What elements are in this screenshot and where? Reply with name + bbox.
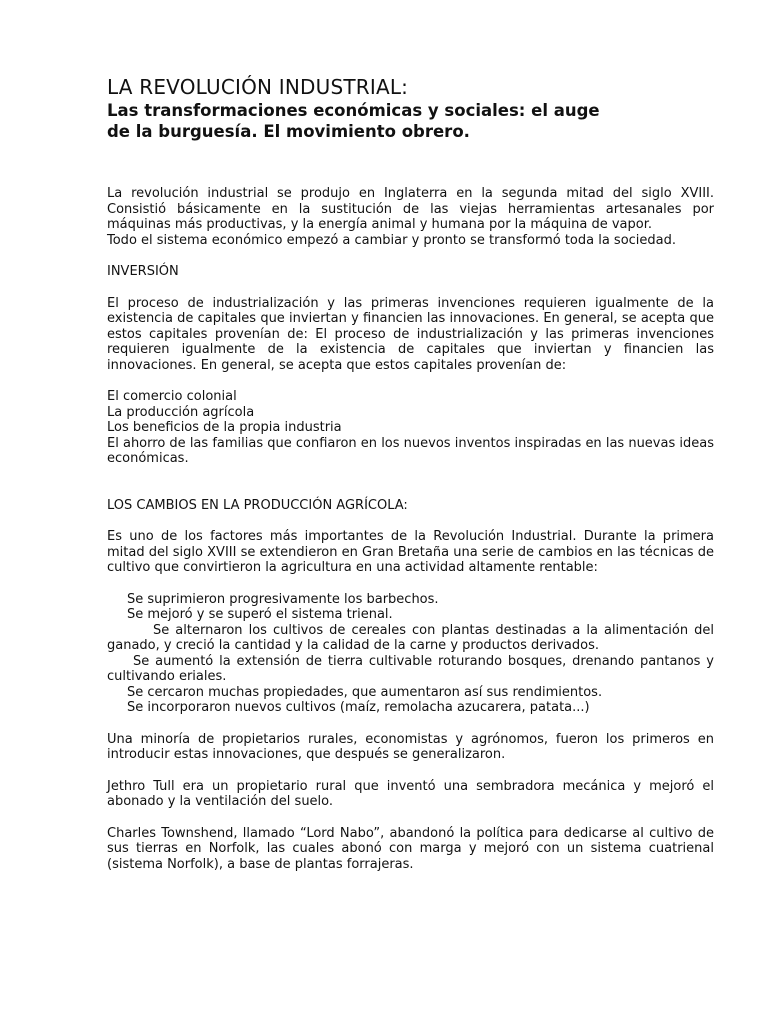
list-item: Se cercaron muchas propiedades, que aumentaron así sus rendimientos.: [127, 684, 603, 700]
document-subtitle-line2: de la burguesía. El movimiento obrero.: [107, 122, 470, 141]
list-item: Se suprimieron progresivamente los barbechos.: [127, 591, 439, 607]
list-item: Se incorporaron nuevos cultivos (maíz, remolacha azucarera, patata...): [127, 700, 590, 715]
list-item: Se mejoró y se superó el sistema trienal.: [127, 607, 393, 622]
inversion-paragraph: El proceso de industrialización y las primeras invenciones requieren igualmente de la existencia de capitales que inviertan y financien las innovaciones. En general, se acepta que estos capitales provenían de: El proceso de industrialización y las primeras invenciones requieren igualmente de la existencia de capitales que inviertan y financien las innovaciones. En general, se acepta que estos capitales provenían de:: [107, 295, 714, 373]
list-item: La producción agrícola: [107, 404, 255, 420]
agricola-paragraph-4: Charles Townshend, llamado “Lord Nabo”, abandonó la política para dedicarse al cultivo de sus tierras en Norfolk, las cuales abonó con marga y mejoró con un sistema cuatrienal (sistema Norfolk), a base de plantas forrajeras.: [107, 825, 714, 872]
list-item: Se alternaron los cultivos de cereales con plantas destinadas a la alimentación del ganado, y creció la cantidad y la calidad de la carne y productos derivados.: [107, 622, 714, 653]
intro-paragraph-2: Todo el sistema económico empezó a cambiar y pronto se transformó toda la sociedad.: [107, 232, 677, 248]
list-item: El ahorro de las familias que confiaron en los nuevos inventos inspiradas en las nuevas ideas económicas.: [107, 435, 714, 466]
intro-paragraph: La revolución industrial se produjo en Inglaterra en la segunda mitad del siglo XVIII. Consistió básicamente en la sustitución de las viejas herramientas artesanales por máquinas más productivas, y la energía animal y humana por la máquina de vapor.: [107, 186, 714, 232]
section-heading-agricola: LOS CAMBIOS EN LA PRODUCCIÓN AGRÍCOLA:: [107, 497, 408, 513]
agricola-paragraph: Es uno de los factores más importantes de la Revolución Industrial. Durante la primera mitad del siglo XVIII se extendieron en Gran Bretaña una serie de cambios en las técnicas de cultivo que convirtieron la agricultura en una actividad altamente rentable:: [107, 529, 714, 575]
agricola-list: [107, 592, 714, 716]
document-subtitle-line1: Las transformaciones económicas y sociales: el auge: [107, 101, 600, 120]
list-item: Los beneficios de la propia industria: [107, 420, 342, 435]
agricola-paragraph-2: Una minoría de propietarios rurales, economistas y agrónomos, fueron los primeros en introducir estas innovaciones, que después se generalizaron.: [107, 731, 714, 762]
inversion-list: [107, 389, 714, 467]
list-item: Se aumentó la extensión de tierra cultivable roturando bosques, drenando pantanos y cultivando eriales.: [107, 653, 714, 684]
section-heading-inversion: INVERSIÓN: [107, 264, 179, 279]
agricola-paragraph-3: Jethro Tull era un propietario rural que inventó una sembradora mecánica y mejoró el abonado y la ventilación del suelo.: [107, 778, 714, 809]
document-title: LA REVOLUCIÓN INDUSTRIAL:: [107, 75, 409, 99]
document-page: [107, 74, 714, 872]
list-item: El comercio colonial: [107, 389, 237, 404]
